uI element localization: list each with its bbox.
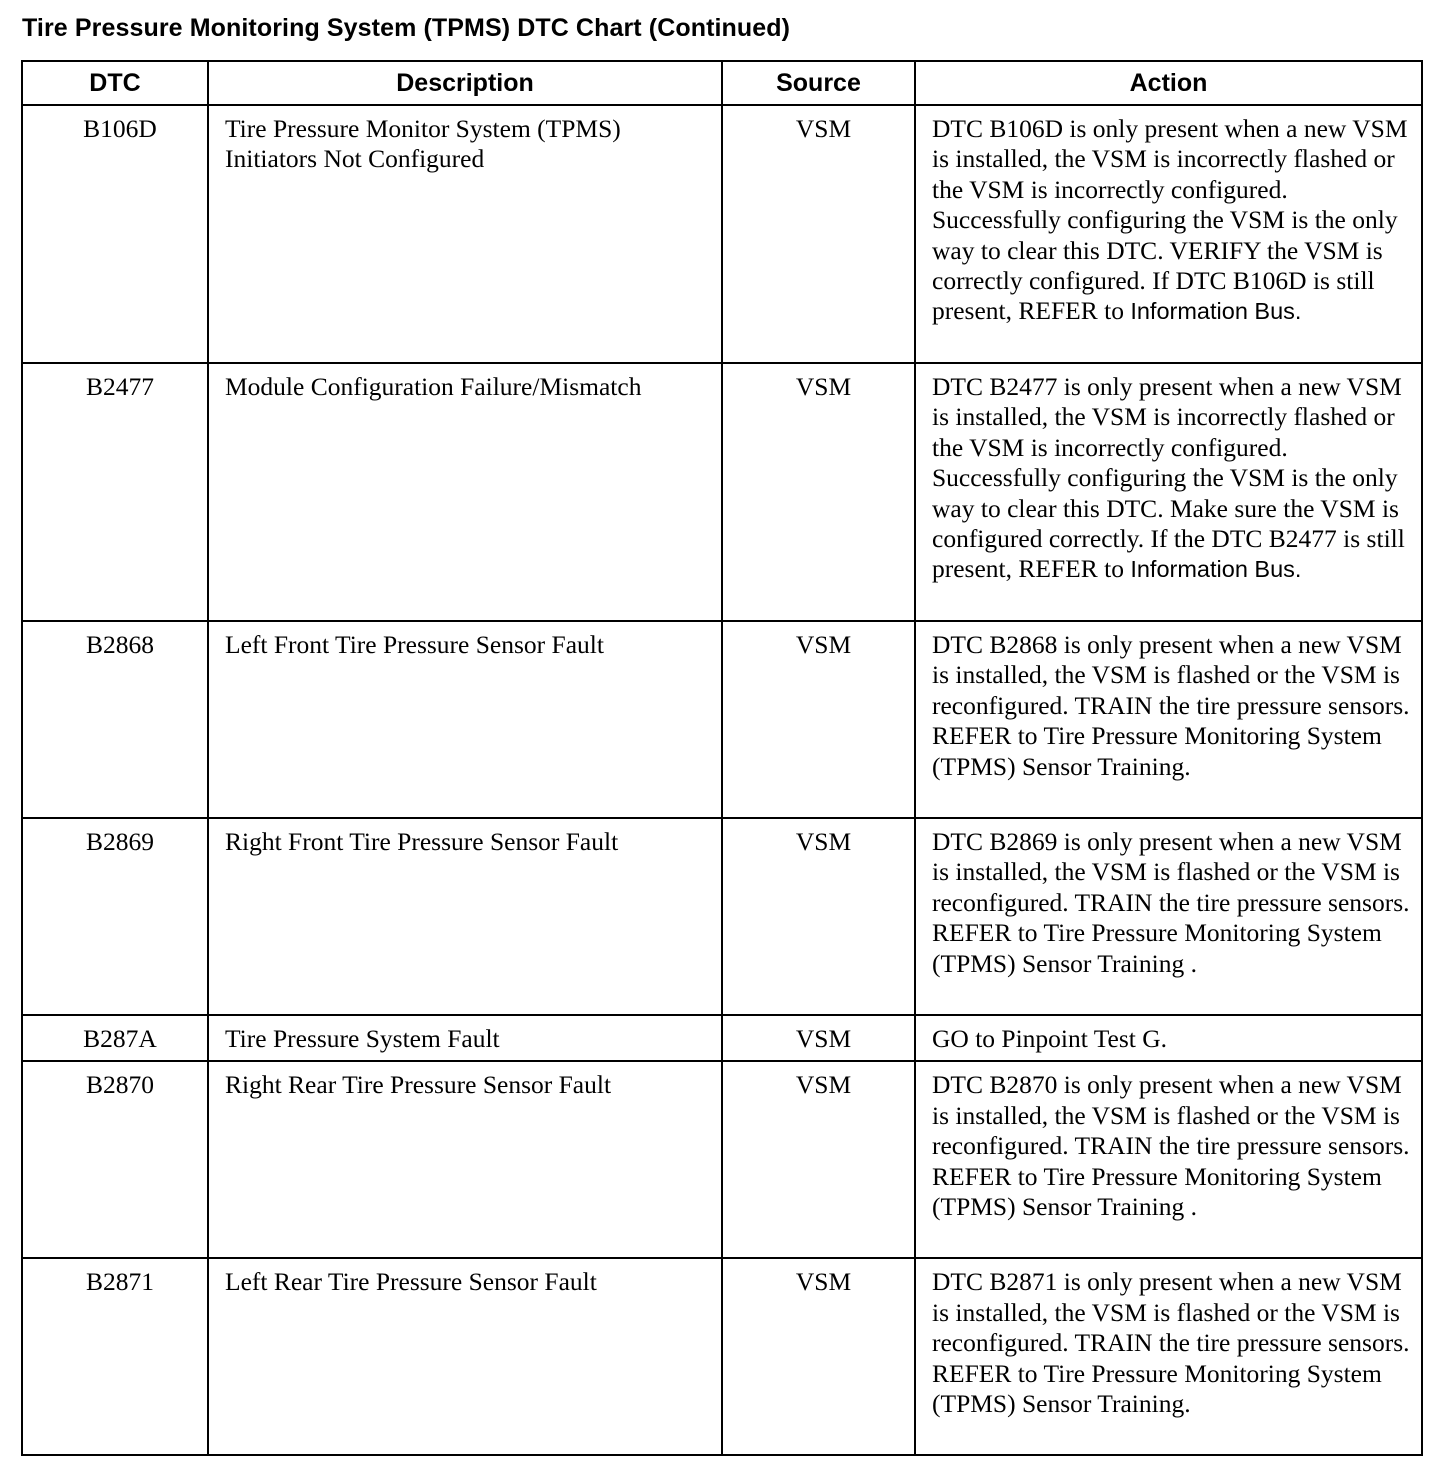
table-row	[22, 363, 1422, 621]
dtc-code-cell: B287A	[22, 1015, 208, 1061]
action-cell	[915, 1258, 1422, 1455]
source-cell: VSM	[722, 1061, 915, 1258]
description-cell: Tire Pressure Monitor System (TPMS) Initiators Not Configured	[208, 105, 722, 363]
header-source: Source	[722, 61, 915, 105]
action-text: DTC B2870 is only present when a new VSM is installed, the VSM is flashed or the VSM is reconfigured. TRAIN the tire pressure sensors. REFER to Tire Pressure Monitoring System (TPMS) Sensor Training .	[932, 1070, 1410, 1222]
action-cell	[915, 1061, 1422, 1258]
description-cell: Left Rear Tire Pressure Sensor Fault	[208, 1258, 722, 1455]
table-row	[22, 1061, 1422, 1258]
description-cell: Tire Pressure System Fault	[208, 1015, 722, 1061]
table-header-row	[22, 61, 1422, 105]
dtc-code-cell: B2870	[22, 1061, 208, 1258]
dtc-code-cell: B2868	[22, 621, 208, 818]
dtc-code-cell: B2477	[22, 363, 208, 621]
table-row	[22, 1015, 1422, 1061]
action-cell	[915, 621, 1422, 818]
header-dtc: DTC	[22, 61, 208, 105]
dtc-code-cell: B106D	[22, 105, 208, 363]
page-title: Tire Pressure Monitoring System (TPMS) DTC Chart (Continued)	[22, 14, 791, 42]
information-bus-link[interactable]: Information Bus.	[1130, 298, 1302, 325]
table-row	[22, 818, 1422, 1015]
dtc-code-cell: B2869	[22, 818, 208, 1015]
source-cell: VSM	[722, 818, 915, 1015]
action-text: DTC B2869 is only present when a new VSM is installed, the VSM is flashed or the VSM is reconfigured. TRAIN the tire pressure sensors. REFER to Tire Pressure Monitoring System (TPMS) Sensor Training .	[932, 827, 1410, 978]
information-bus-link[interactable]: Information Bus.	[1130, 556, 1302, 583]
source-cell: VSM	[722, 1258, 915, 1455]
action-text: GO to Pinpoint Test G.	[932, 1024, 1168, 1053]
action-text: DTC B106D is only present when a new VSM is installed, the VSM is incorrectly flashed or the VSM is incorrectly configured. Successfully configuring the VSM is the only way to clear this DTC. VERIFY the VSM is correctly configured. If DTC B106D is still present, REFER to	[932, 114, 1408, 326]
description-cell: Left Front Tire Pressure Sensor Fault	[208, 621, 722, 818]
source-cell: VSM	[722, 105, 915, 363]
description-cell: Right Rear Tire Pressure Sensor Fault	[208, 1061, 722, 1258]
action-text: DTC B2868 is only present when a new VSM is installed, the VSM is flashed or the VSM is reconfigured. TRAIN the tire pressure sensors. REFER to Tire Pressure Monitoring System (TPMS) Sensor Training.	[932, 630, 1410, 781]
dtc-table	[21, 60, 1423, 1456]
dtc-code-cell: B2871	[22, 1258, 208, 1455]
header-action: Action	[915, 61, 1422, 105]
table-row	[22, 621, 1422, 818]
description-cell: Right Front Tire Pressure Sensor Fault	[208, 818, 722, 1015]
action-text: DTC B2477 is only present when a new VSM is installed, the VSM is incorrectly flashed or the VSM is incorrectly configured. Successfully configuring the VSM is the only way to clear this DTC. Make sure the VSM is configured correctly. If the DTC B2477 is still present, REFER to	[932, 372, 1405, 584]
table-row	[22, 105, 1422, 363]
action-cell	[915, 1015, 1422, 1061]
action-cell	[915, 105, 1422, 363]
description-cell: Module Configuration Failure/Mismatch	[208, 363, 722, 621]
table-row	[22, 1258, 1422, 1455]
source-cell: VSM	[722, 363, 915, 621]
source-cell: VSM	[722, 621, 915, 818]
source-cell: VSM	[722, 1015, 915, 1061]
action-cell	[915, 818, 1422, 1015]
action-text: DTC B2871 is only present when a new VSM is installed, the VSM is flashed or the VSM is reconfigured. TRAIN the tire pressure sensors. REFER to Tire Pressure Monitoring System (TPMS) Sensor Training.	[932, 1267, 1410, 1419]
action-cell	[915, 363, 1422, 621]
header-description: Description	[208, 61, 722, 105]
